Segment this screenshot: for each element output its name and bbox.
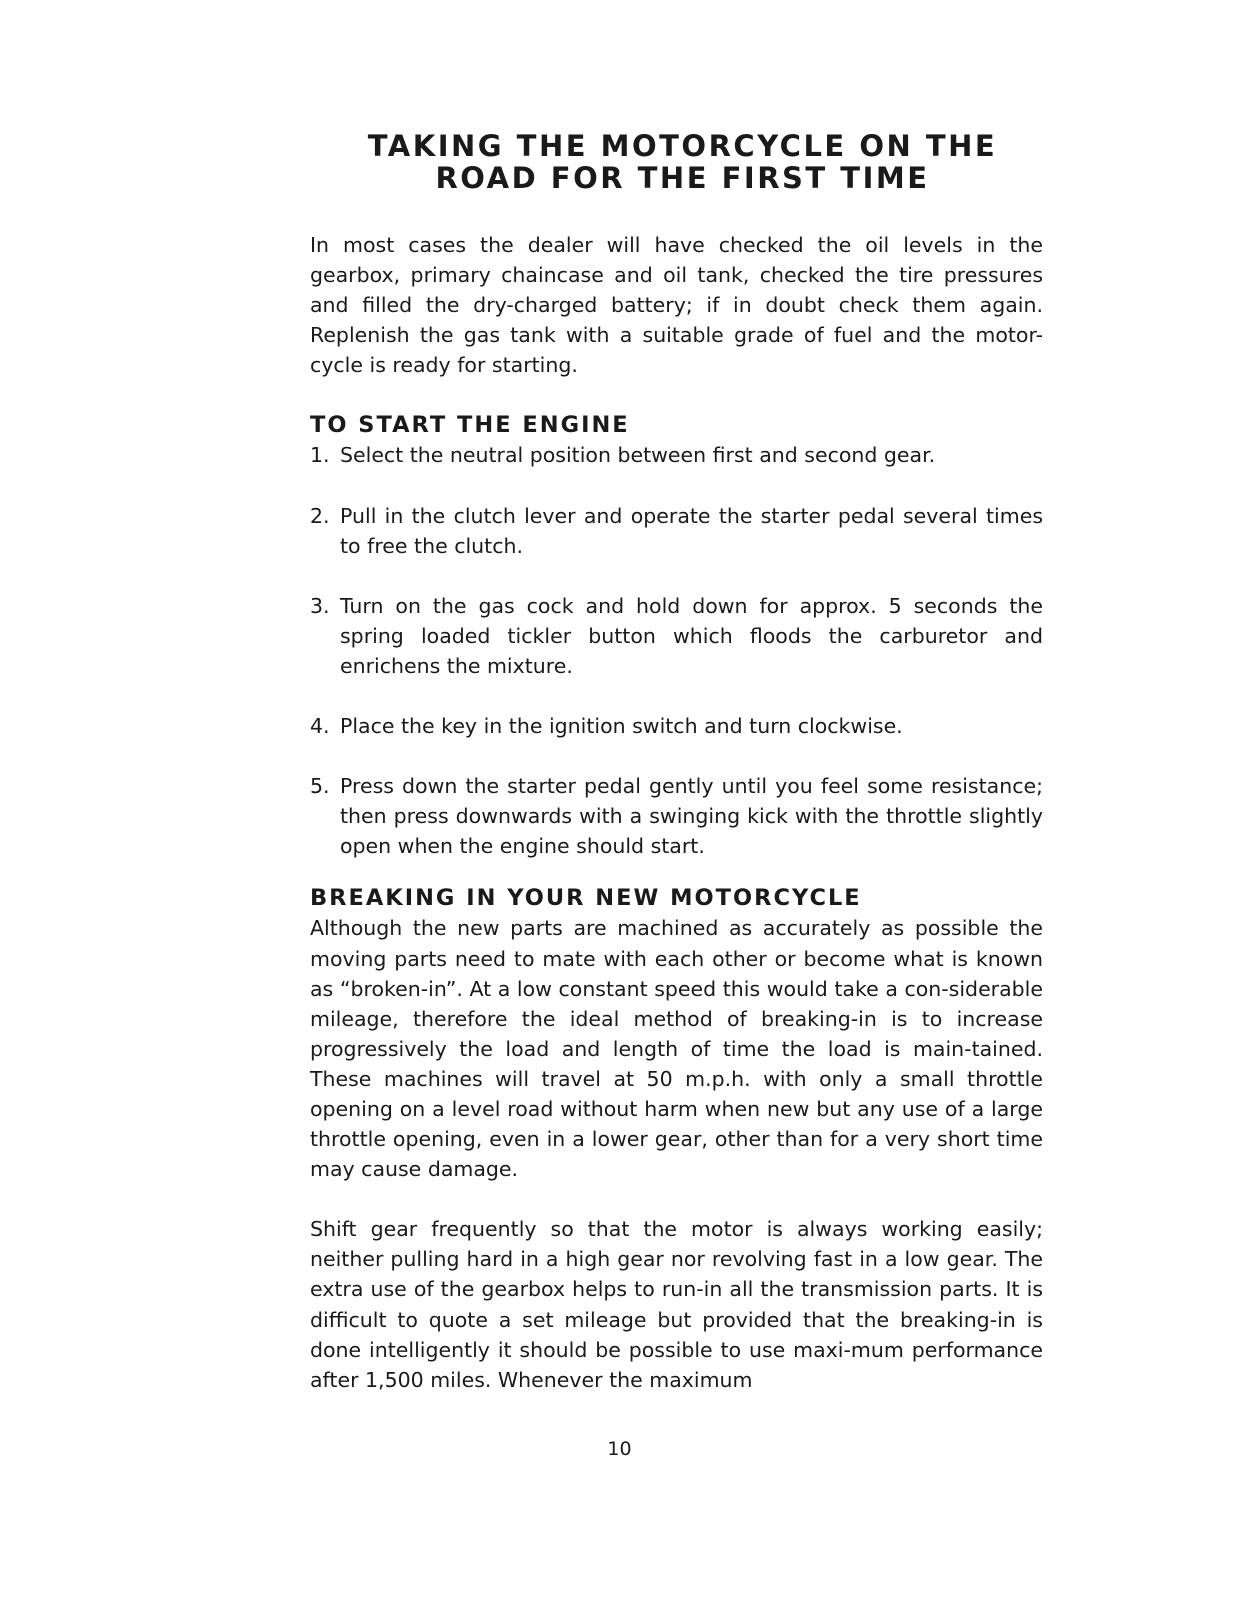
list-item: [310, 440, 1043, 470]
step-text: Pull in the clutch lever and operate the starter pedal several times to free the clutch.: [340, 503, 1043, 558]
step-number: 4.: [310, 714, 330, 739]
breaking-in-heading: BREAKING IN YOUR NEW MOTORCYCLE: [310, 885, 862, 912]
step-text: Press down the starter pedal gently until you feel some resistance; then press downwards with a swinging kick with the throttle slightly open when the engine should start.: [340, 774, 1043, 859]
step-number: 3.: [310, 593, 330, 618]
start-engine-steps: [310, 440, 1043, 861]
breaking-in-paragraph-1: Although the new parts are machined as accurately as possible the moving parts need to mate with each other or become what is known as “broken-in”. At a low constant speed this would take a con-siderable mileage, therefore the ideal method of breaking-in is to increase progressively the load and length of time the load is main-tained. These machines will travel at 50 m.p.h. with only a small throttle opening on a level road without harm when new but any use of a large throttle opening, even in a lower gear, other than for a very short time may cause damage.: [310, 916, 1043, 1182]
page-number: 10: [607, 1438, 632, 1460]
list-item: [310, 711, 1043, 741]
title-line-2: ROAD FOR THE FIRST TIME: [435, 161, 930, 195]
page-content: [310, 230, 1043, 1395]
step-number: 5.: [310, 774, 330, 799]
start-engine-heading: TO START THE ENGINE: [310, 412, 630, 439]
step-number: 2.: [310, 503, 330, 528]
title-line-1: TAKING THE MOTORCYCLE ON THE: [367, 129, 998, 163]
intro-paragraph: In most cases the dealer will have checked the oil levels in the gearbox, primary chaincase and oil tank, checked the tire pressures and filled the dry-charged battery; if in doubt check them again. Replenish the gas tank with a suitable grade of fuel and the motor-cycle is ready for starting.: [310, 233, 1043, 378]
list-item: [310, 591, 1043, 681]
step-number: 1.: [310, 443, 330, 468]
step-text: Turn on the gas cock and hold down for approx. 5 seconds the spring loaded tickler button which floods the carburetor and enrichens the mixture.: [340, 593, 1043, 678]
step-text: Place the key in the ignition switch and turn clockwise.: [340, 714, 903, 739]
breaking-in-paragraph-2: Shift gear frequently so that the motor is always working easily; neither pulling hard in a high gear nor revolving fast in a low gear. The extra use of the gearbox helps to run-in all the transmission parts. It is difficult to quote a set mileage but provided that the breaking-in is done intelligently it should be possible to use maxi-mum performance after 1,500 miles. Whenever the maximum: [310, 1217, 1043, 1392]
list-item: [310, 771, 1043, 861]
list-item: [310, 501, 1043, 561]
page-title: [300, 130, 1065, 194]
step-text: Select the neutral position between first and second gear.: [340, 443, 936, 468]
